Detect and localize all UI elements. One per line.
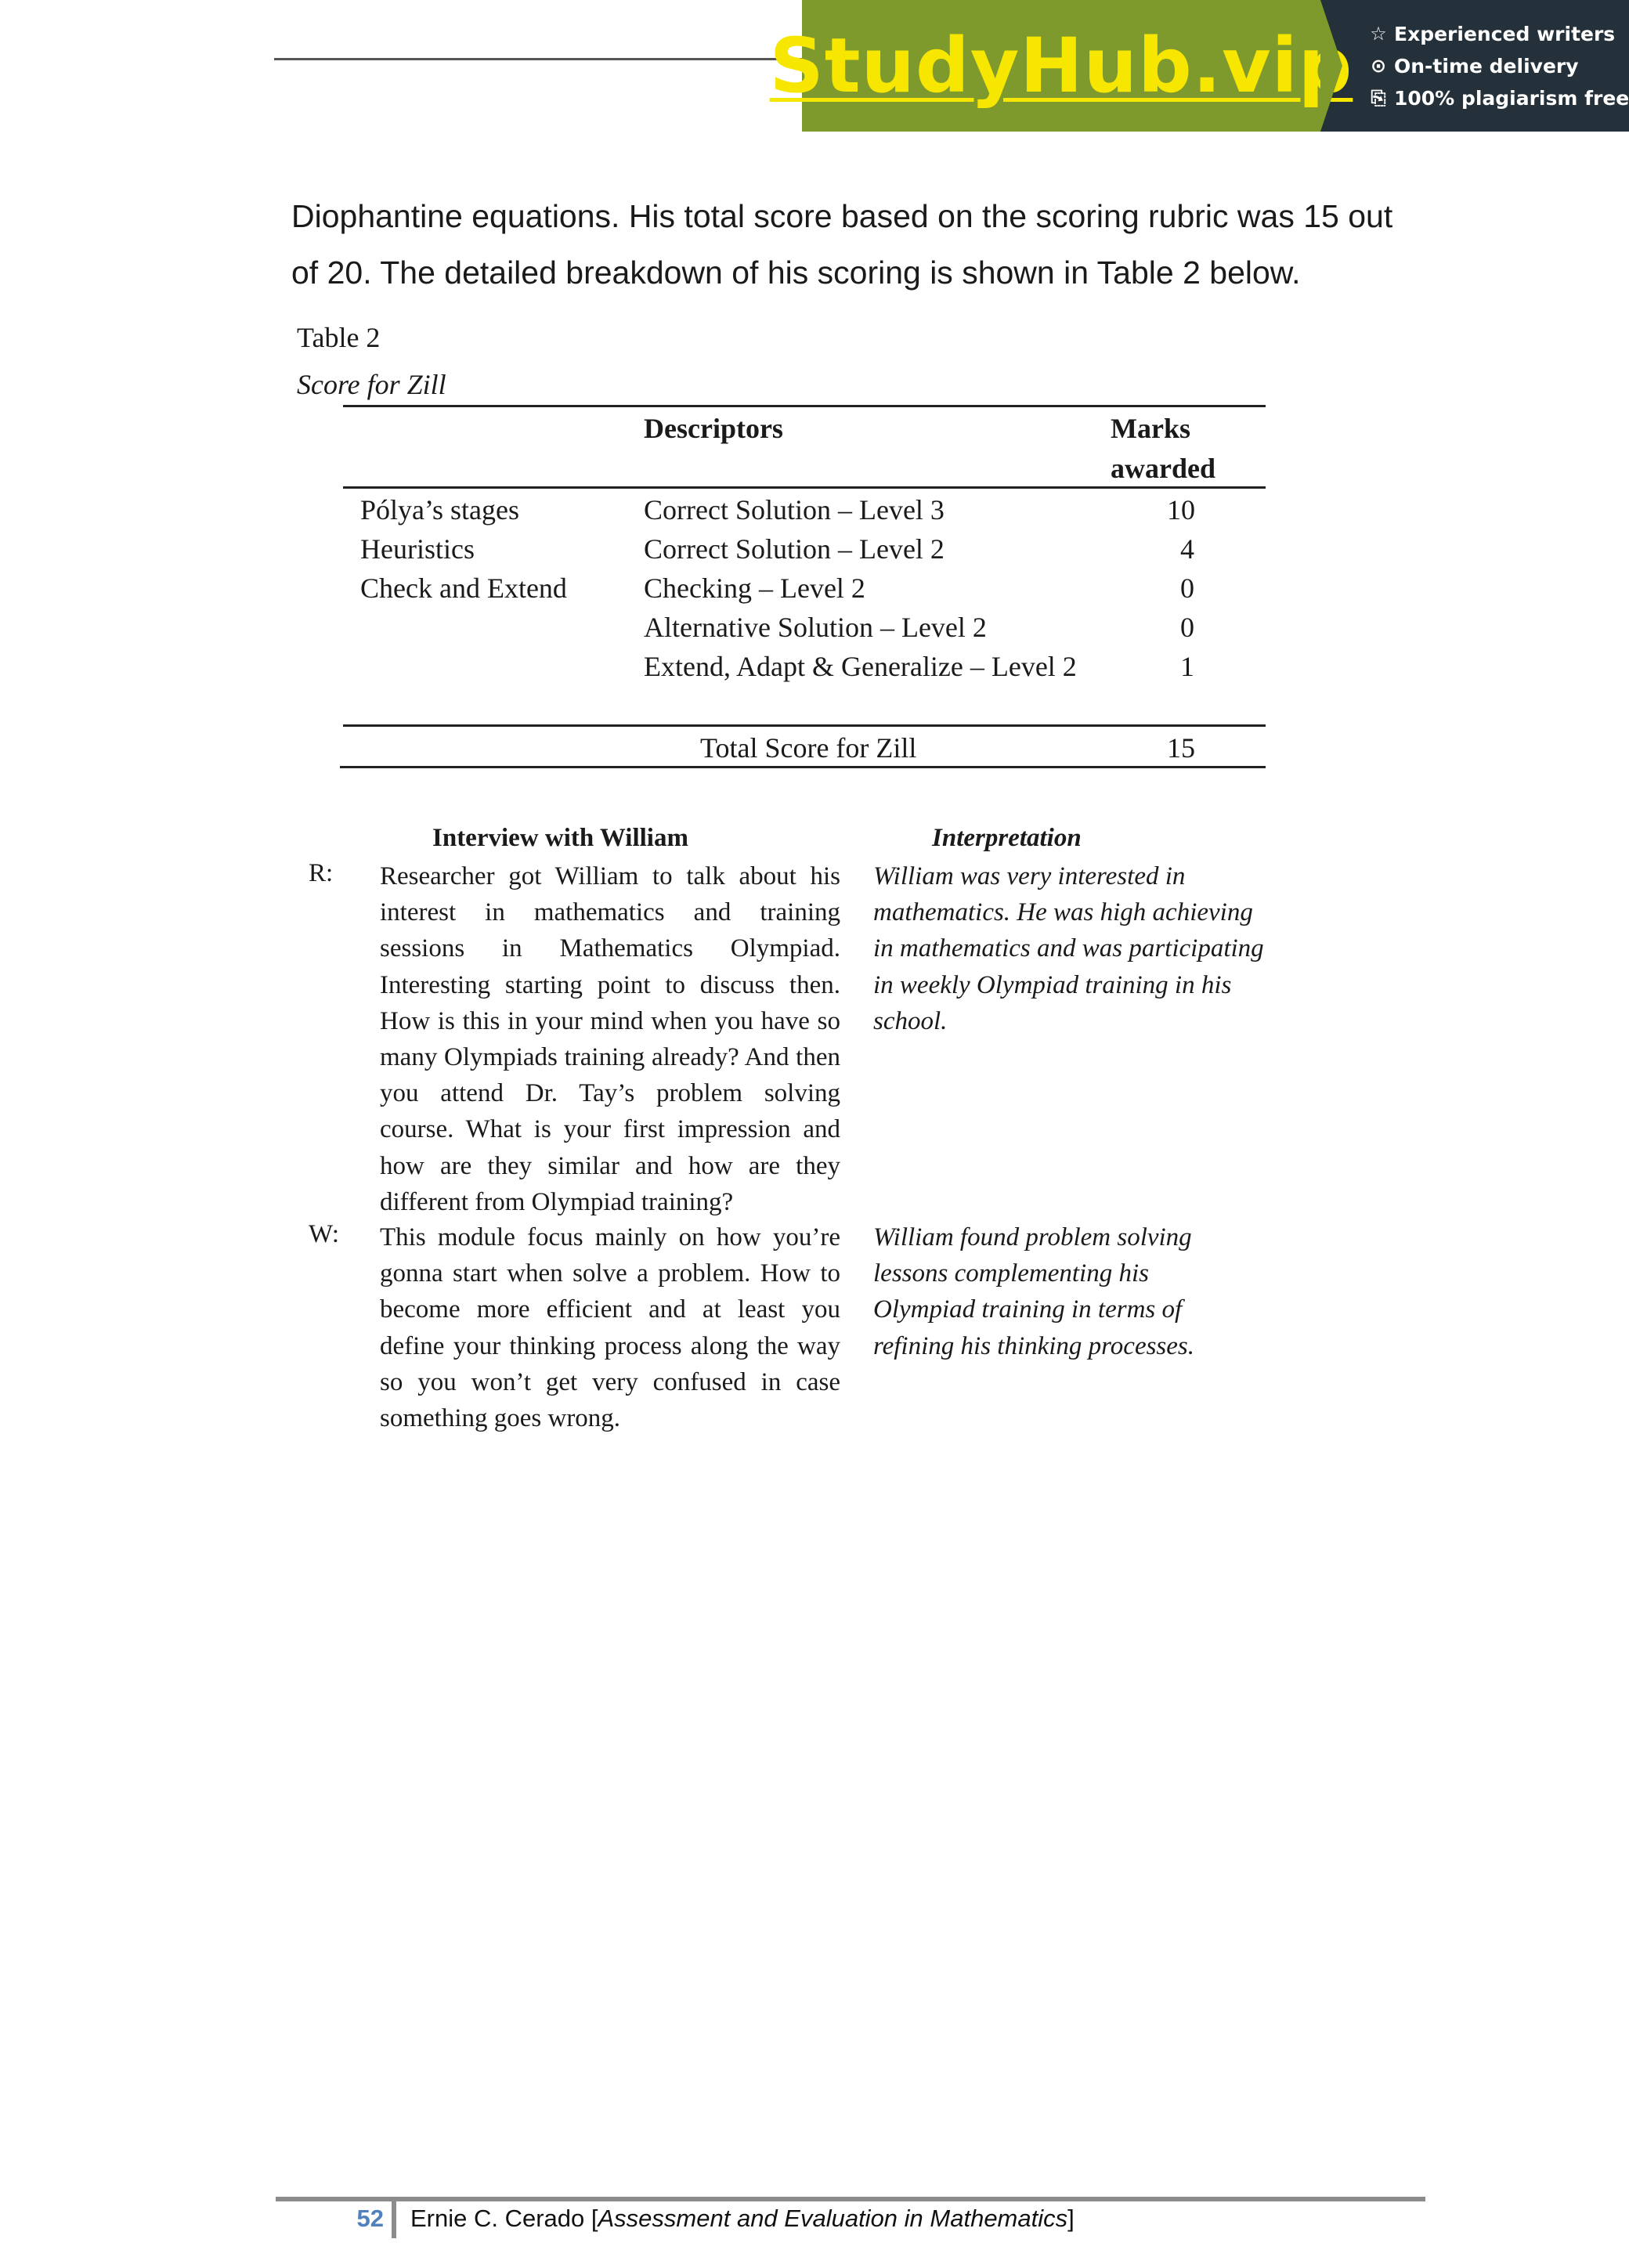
marks-cell: 0 [1180,572,1194,604]
clock-icon: ⊙ [1370,55,1387,77]
category-polyas-stages: Pólya’s stages [360,494,519,525]
studyhub-logo[interactable]: StudyHub.vip [769,22,1353,110]
footer-rule [276,2197,1425,2201]
intro-paragraph: Diophantine equations. His total score based on the scoring rubric was 15 out of 20. The detailed breakdown of his scoring is shown in Table 2 below. [291,198,1393,291]
feature-label: On-time delivery [1394,54,1579,78]
feature-plagiarism-free [1369,87,1629,110]
header-marks: Marks [1111,413,1190,444]
speaker-label: R: [309,859,334,887]
feature-on-time-delivery [1369,55,1629,78]
table-total-rule [343,724,1266,727]
footer-citation [410,2205,1075,2233]
descriptor-cell: Correct Solution – Level 2 [644,533,945,565]
banner-brand-area[interactable] [769,0,1353,132]
page-number: 52 [356,2205,384,2232]
header-awarded: awarded [1111,453,1215,484]
descriptor-cell: Alternative Solution – Level 2 [644,612,987,643]
total-label: Total Score for Zill [700,732,917,764]
feature-label: Experienced writers [1394,22,1616,45]
speaker-label: W: [309,1220,340,1248]
total-marks: 15 [1167,732,1195,764]
descriptor-cell: Checking – Level 2 [644,572,865,604]
copy-icon: ⎘ [1371,87,1386,109]
interpretation-text: William found problem solving lessons complementing his Olympiad training in terms of refining his thinking processes. [873,1223,1195,1360]
feature-label: 100% plagiarism free [1394,86,1629,110]
header-descriptors: Descriptors [644,413,783,444]
footer-author: Ernie C. Cerado [ [410,2205,598,2232]
interview-text: Researcher got William to talk about his interest in mathematics and training sessions in Mathematics Olympiad. Interesting starting point to discuss then. How is this in your mind when you have so many Olympiads training already? And then you attend Dr. Tay’s problem solving course. What is your first impression and how are they similar and how are they different from Olympiad training? [380,862,840,1216]
interpretation-heading: Interpretation [932,824,1082,852]
studyhub-banner[interactable] [769,0,1629,132]
feature-experienced-writers [1369,23,1629,45]
category-heuristics: Heuristics [360,533,475,565]
table-bottom-rule [340,766,1266,768]
category-check-and-extend: Check and Extend [360,572,567,604]
descriptor-cell: Extend, Adapt & Generalize – Level 2 [644,651,1077,682]
footer-bracket: ] [1067,2205,1075,2232]
marks-cell: 10 [1167,494,1195,525]
interview-heading: Interview with William [432,824,688,852]
marks-cell: 1 [1180,651,1194,682]
table-label: Table 2 [297,322,381,353]
footer-divider [392,2199,396,2238]
interpretation-text: William was very interested in mathematics. He was high achieving in mathematics and was participating in weekly Olympiad training in his school. [873,862,1264,1035]
marks-cell: 4 [1180,533,1194,565]
banner-features [1320,0,1629,132]
star-icon: ☆ [1370,23,1387,45]
header-rule [274,58,807,60]
table-top-rule [343,405,1266,407]
footer-book-title: Assessment and Evaluation in Mathematics [598,2205,1068,2232]
table-header-rule [343,486,1266,489]
interview-text: This module focus mainly on how you’re gonna start when solve a problem. How to become more efficient and at least you define your thinking process along the way so you won’t get very confused in case something goes wrong. [380,1223,840,1433]
descriptor-cell: Correct Solution – Level 3 [644,494,945,525]
marks-cell: 0 [1180,612,1194,643]
table-title: Score for Zill [297,369,446,400]
